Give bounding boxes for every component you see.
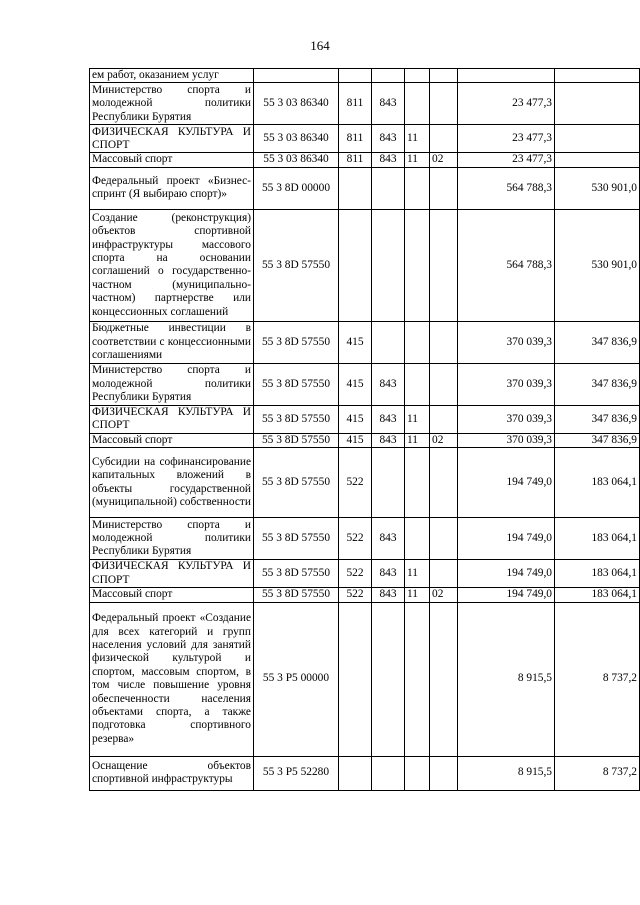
- row-subsection: [430, 321, 458, 363]
- row-expense-type: 522: [339, 560, 372, 588]
- row-amount-year2: 8 737,2: [555, 756, 640, 790]
- row-amount-year1: 370 039,3: [458, 363, 555, 405]
- row-amount-year2: [555, 125, 640, 153]
- row-amount-year1: 23 477,3: [458, 83, 555, 125]
- table-row: [90, 433, 640, 447]
- row-subsection: 02: [430, 433, 458, 447]
- row-subsection: [430, 405, 458, 433]
- row-ministry-code: [372, 167, 405, 209]
- row-subsection: [430, 363, 458, 405]
- row-subsection: [430, 518, 458, 560]
- row-target-article: 55 3 8D 57550: [254, 209, 339, 321]
- row-expense-type: [339, 69, 372, 83]
- row-name: ем работ, оказанием услуг: [90, 69, 254, 83]
- row-target-article: 55 3 03 86340: [254, 83, 339, 125]
- row-amount-year1: 23 477,3: [458, 153, 555, 167]
- row-section: [405, 363, 430, 405]
- row-target-article: 55 3 8D 57550: [254, 433, 339, 447]
- row-subsection: [430, 209, 458, 321]
- table-row: [90, 756, 640, 790]
- budget-table: [89, 68, 640, 791]
- row-amount-year2: 347 836,9: [555, 405, 640, 433]
- table-row: [90, 125, 640, 153]
- row-expense-type: 522: [339, 518, 372, 560]
- row-section: [405, 756, 430, 790]
- row-subsection: [430, 125, 458, 153]
- row-name: Оснащение объектов спортивной инфраструктуры: [90, 756, 254, 790]
- row-amount-year2: 183 064,1: [555, 448, 640, 518]
- row-subsection: [430, 448, 458, 518]
- table-row: [90, 602, 640, 756]
- row-name: Субсидии на софинансирование капитальных вложений в объекты государственной (муниципальной) собственности: [90, 448, 254, 518]
- row-expense-type: 811: [339, 83, 372, 125]
- table-row: [90, 363, 640, 405]
- row-amount-year1: 194 749,0: [458, 448, 555, 518]
- row-ministry-code: 843: [372, 405, 405, 433]
- row-ministry-code: [372, 69, 405, 83]
- row-target-article: 55 3 P5 52280: [254, 756, 339, 790]
- row-amount-year2: [555, 153, 640, 167]
- table-row: [90, 209, 640, 321]
- row-section: [405, 602, 430, 756]
- row-ministry-code: 843: [372, 588, 405, 602]
- table-row: [90, 518, 640, 560]
- row-target-article: 55 3 8D 57550: [254, 363, 339, 405]
- row-name: ФИЗИЧЕСКАЯ КУЛЬТУРА И СПОРТ: [90, 125, 254, 153]
- row-amount-year1: 564 788,3: [458, 167, 555, 209]
- row-name: Федеральный проект «Бизнес-спринт (Я выбираю спорт)»: [90, 167, 254, 209]
- row-name: Министерство спорта и молодежной политики Республики Бурятия: [90, 83, 254, 125]
- row-ministry-code: 843: [372, 83, 405, 125]
- row-amount-year1: 23 477,3: [458, 125, 555, 153]
- row-amount-year2: 347 836,9: [555, 321, 640, 363]
- row-amount-year2: 347 836,9: [555, 433, 640, 447]
- row-amount-year1: 370 039,3: [458, 405, 555, 433]
- table-row: [90, 153, 640, 167]
- row-name: Министерство спорта и молодежной политики Республики Бурятия: [90, 518, 254, 560]
- row-target-article: 55 3 8D 57550: [254, 405, 339, 433]
- row-name: Создание (реконструкция) объектов спортивной инфраструктуры массового спорта на основании соглашений о государственно-частном (муниципально-частном) партнерстве или концессионных соглашений: [90, 209, 254, 321]
- row-target-article: 55 3 03 86340: [254, 125, 339, 153]
- row-amount-year2: 347 836,9: [555, 363, 640, 405]
- table-row: [90, 588, 640, 602]
- row-section: [405, 83, 430, 125]
- row-target-article: 55 3 8D 57550: [254, 321, 339, 363]
- row-expense-type: [339, 209, 372, 321]
- row-expense-type: 415: [339, 405, 372, 433]
- row-amount-year1: 370 039,3: [458, 321, 555, 363]
- row-section: 11: [405, 433, 430, 447]
- row-subsection: [430, 83, 458, 125]
- table-row: [90, 448, 640, 518]
- row-subsection: [430, 167, 458, 209]
- row-amount-year1: 370 039,3: [458, 433, 555, 447]
- row-target-article: 55 3 8D 00000: [254, 167, 339, 209]
- row-ministry-code: 843: [372, 560, 405, 588]
- row-name: Массовый спорт: [90, 433, 254, 447]
- row-target-article: 55 3 8D 57550: [254, 560, 339, 588]
- row-amount-year2: [555, 69, 640, 83]
- row-name: ФИЗИЧЕСКАЯ КУЛЬТУРА И СПОРТ: [90, 405, 254, 433]
- row-target-article: 55 3 03 86340: [254, 153, 339, 167]
- row-amount-year2: 8 737,2: [555, 602, 640, 756]
- row-section: [405, 209, 430, 321]
- page-number: 164: [310, 38, 330, 53]
- row-expense-type: 522: [339, 448, 372, 518]
- row-subsection: [430, 602, 458, 756]
- row-subsection: 02: [430, 588, 458, 602]
- row-section: [405, 448, 430, 518]
- table-row: [90, 69, 640, 83]
- row-expense-type: 415: [339, 363, 372, 405]
- row-ministry-code: [372, 448, 405, 518]
- row-section: 11: [405, 153, 430, 167]
- row-section: 11: [405, 560, 430, 588]
- row-amount-year1: 194 749,0: [458, 588, 555, 602]
- row-amount-year1: 8 915,5: [458, 602, 555, 756]
- row-amount-year1: [458, 69, 555, 83]
- row-expense-type: 811: [339, 125, 372, 153]
- row-expense-type: 415: [339, 321, 372, 363]
- row-ministry-code: 843: [372, 518, 405, 560]
- row-subsection: [430, 69, 458, 83]
- row-amount-year1: 194 749,0: [458, 518, 555, 560]
- table-row: [90, 167, 640, 209]
- row-target-article: 55 3 8D 57550: [254, 448, 339, 518]
- row-ministry-code: [372, 602, 405, 756]
- row-amount-year1: 8 915,5: [458, 756, 555, 790]
- table-row: [90, 83, 640, 125]
- row-section: [405, 167, 430, 209]
- row-amount-year1: 194 749,0: [458, 560, 555, 588]
- row-name: Министерство спорта и молодежной политики Республики Бурятия: [90, 363, 254, 405]
- row-expense-type: 415: [339, 433, 372, 447]
- row-amount-year2: 530 901,0: [555, 167, 640, 209]
- row-expense-type: [339, 602, 372, 756]
- row-amount-year2: [555, 83, 640, 125]
- row-amount-year2: 183 064,1: [555, 588, 640, 602]
- row-amount-year2: 530 901,0: [555, 209, 640, 321]
- table-row: [90, 405, 640, 433]
- row-name: Федеральный проект «Создание для всех категорий и групп населения условий для занятий физической культурой и спортом, массовым спортом, в том числе повышение уровня обеспеченности населения объектами спорта, а также подготовка спортивного резерва»: [90, 602, 254, 756]
- row-ministry-code: 843: [372, 433, 405, 447]
- row-section: [405, 69, 430, 83]
- row-amount-year2: 183 064,1: [555, 518, 640, 560]
- table-row: [90, 321, 640, 363]
- row-expense-type: [339, 167, 372, 209]
- row-target-article: 55 3 8D 57550: [254, 588, 339, 602]
- row-section: [405, 321, 430, 363]
- row-subsection: 02: [430, 153, 458, 167]
- row-expense-type: 811: [339, 153, 372, 167]
- row-name: Массовый спорт: [90, 588, 254, 602]
- row-ministry-code: [372, 209, 405, 321]
- row-subsection: [430, 756, 458, 790]
- row-ministry-code: [372, 756, 405, 790]
- row-ministry-code: 843: [372, 125, 405, 153]
- row-section: [405, 518, 430, 560]
- row-name: Массовый спорт: [90, 153, 254, 167]
- row-ministry-code: [372, 321, 405, 363]
- row-target-article: 55 3 P5 00000: [254, 602, 339, 756]
- row-amount-year2: 183 064,1: [555, 560, 640, 588]
- row-section: 11: [405, 405, 430, 433]
- row-target-article: [254, 69, 339, 83]
- row-name: ФИЗИЧЕСКАЯ КУЛЬТУРА И СПОРТ: [90, 560, 254, 588]
- row-expense-type: 522: [339, 588, 372, 602]
- row-ministry-code: 843: [372, 153, 405, 167]
- budget-table-body: [90, 69, 640, 791]
- table-row: [90, 560, 640, 588]
- row-amount-year1: 564 788,3: [458, 209, 555, 321]
- row-section: 11: [405, 125, 430, 153]
- row-name: Бюджетные инвестиции в соответствии с концессионными соглашениями: [90, 321, 254, 363]
- row-section: 11: [405, 588, 430, 602]
- row-expense-type: [339, 756, 372, 790]
- row-target-article: 55 3 8D 57550: [254, 518, 339, 560]
- row-ministry-code: 843: [372, 363, 405, 405]
- row-subsection: [430, 560, 458, 588]
